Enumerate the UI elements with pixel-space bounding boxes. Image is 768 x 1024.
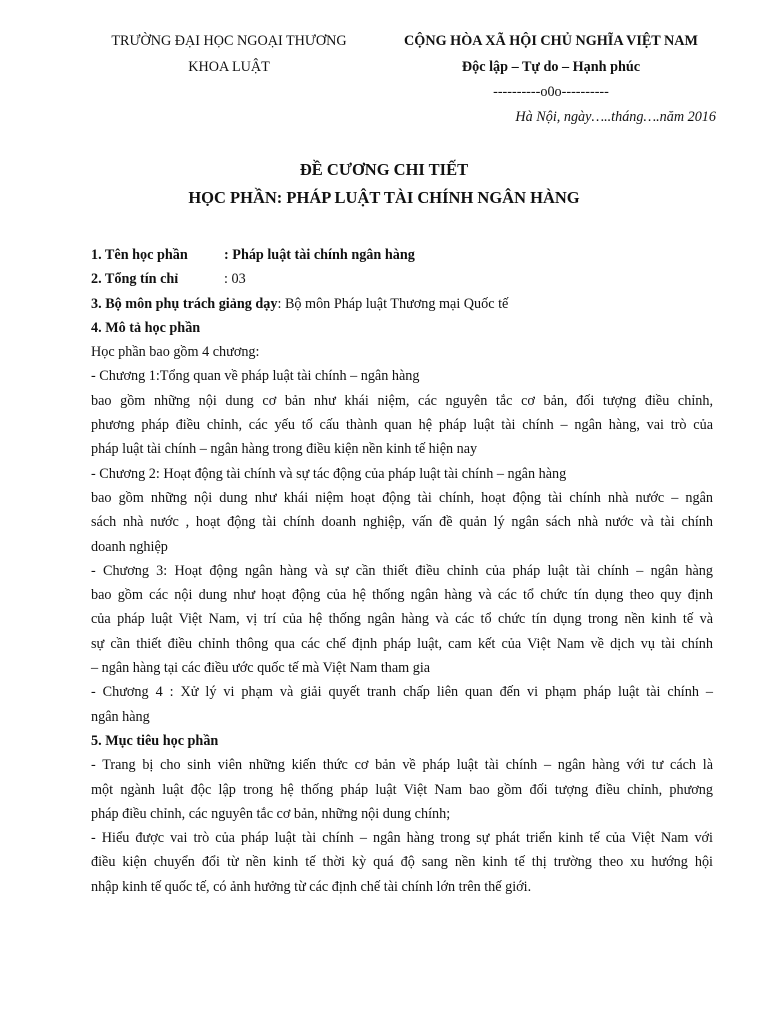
section-4-line: - Chương 4 : Xử lý vi phạm và giải quyết tranh chấp liên quan đến vi phạm pháp luật tài chính – — [91, 684, 713, 701]
credits-value: : 03 — [224, 271, 246, 288]
section-5-line: điều kiện chuyển đổi từ nền kinh tế thời kỳ quá độ sang nền kinh tế thị trường theo xu hướng hội — [91, 854, 713, 871]
document-date: Hà Nội, ngày…..tháng….năm 2016 — [515, 109, 716, 125]
section-5-line: một ngành luật độc lập trong hệ thống pháp luật Việt Nam bao gồm đối tượng điều chỉnh, phương — [91, 781, 713, 798]
section-4-line: bao gồm các nội dung như hoạt động của hệ thống ngân hàng và các tổ chức tín dụng theo quy định — [91, 587, 713, 604]
section-4-line: - Chương 2: Hoạt động tài chính và sự tác động của pháp luật tài chính – ngân hàng — [91, 465, 567, 482]
course-title: HỌC PHẦN: PHÁP LUẬT TÀI CHÍNH NGÂN HÀNG — [188, 188, 580, 207]
section-4-line: pháp luật tài chính – ngân hàng trong điều kiện nền kinh tế hiện nay — [91, 441, 478, 458]
course-name-row — [91, 243, 713, 267]
course-name-value: : Pháp luật tài chính ngân hàng — [224, 247, 415, 263]
section-5-line: - Trang bị cho sinh viên những kiến thức cơ bản về pháp luật tài chính – ngân hàng với tư cách là — [91, 757, 713, 774]
section-4-line: - Chương 3: Hoạt động ngân hàng và sự cần thiết điều chỉnh của pháp luật tài chính – ngân hàng — [91, 562, 713, 579]
credits-row — [91, 267, 713, 291]
section-4-line: của pháp luật Việt Nam, vị trí của hệ thống ngân hàng và các tổ chức tín dụng trong nền kinh tế và — [91, 611, 713, 628]
section-4-line: bao gồm những nội dung cơ bản như khái niệm, các nguyên tắc cơ bản, đối tượng điều chỉnh, — [91, 392, 713, 409]
header-separator: ----------o0o---------- — [493, 84, 609, 100]
country-name: CỘNG HÒA XÃ HỘI CHỦ NGHĨA VIỆT NAM — [404, 33, 698, 49]
course-name-label: 1. Tên học phần — [91, 247, 188, 263]
document-title: ĐỀ CƯƠNG CHI TIẾT — [299, 160, 469, 179]
section-5-line: pháp điều chỉnh, các nguyên tắc cơ bản, những nội dung chính; — [91, 805, 451, 822]
section-4-line: doanh nghiệp — [91, 538, 168, 555]
section-4-line: sách nhà nước , hoạt động tài chính doanh nghiệp, vấn đề quản lý ngân sách nhà nước và tài chính — [91, 514, 713, 531]
department-label: 3. Bộ môn phụ trách giảng dạy — [91, 295, 278, 312]
section-4-line: phương pháp điều chỉnh, các yếu tố cấu thành quan hệ pháp luật tài chính – ngân hàng, vai trò của — [91, 417, 713, 434]
national-motto: Độc lập – Tự do – Hạnh phúc — [461, 59, 641, 75]
credits-label: 2. Tổng tín chỉ — [91, 271, 179, 288]
document-body — [91, 243, 713, 899]
department-row — [91, 292, 713, 316]
section-5-heading: 5. Mục tiêu học phần — [91, 732, 219, 749]
section-5-line: - Hiểu được vai trò của pháp luật tài chính – ngân hàng trong sự phát triển kinh tế của Việt Nam với — [91, 830, 713, 847]
faculty-name: KHOA LUẬT — [188, 59, 270, 75]
university-name: TRƯỜNG ĐẠI HỌC NGOẠI THƯƠNG — [111, 33, 347, 49]
section-4-line: ngân hàng — [91, 708, 150, 725]
section-4-line: bao gồm những nội dung như khái niệm hoạt động tài chính, hoạt động tài chính nhà nước – ngân — [91, 489, 713, 506]
section-4-line: - Chương 1:Tổng quan về pháp luật tài chính – ngân hàng — [91, 368, 420, 385]
section-4-line: Học phần bao gồm 4 chương: — [91, 344, 260, 361]
department-value: : Bộ môn Pháp luật Thương mại Quốc tế — [277, 295, 509, 312]
section-5-line: nhập kinh tế quốc tế, có ảnh hưởng từ các định chế tài chính lớn trên thế giới. — [91, 878, 532, 895]
section-4-heading: 4. Mô tả học phần — [91, 319, 201, 336]
section-4-line: sự cần thiết điều chỉnh thông qua các chế định pháp luật, cam kết của Việt Nam về dịch vụ tài chính — [91, 635, 713, 652]
section-4-line: – ngân hàng tại các điều ước quốc tế mà Việt Nam tham gia — [91, 660, 431, 677]
